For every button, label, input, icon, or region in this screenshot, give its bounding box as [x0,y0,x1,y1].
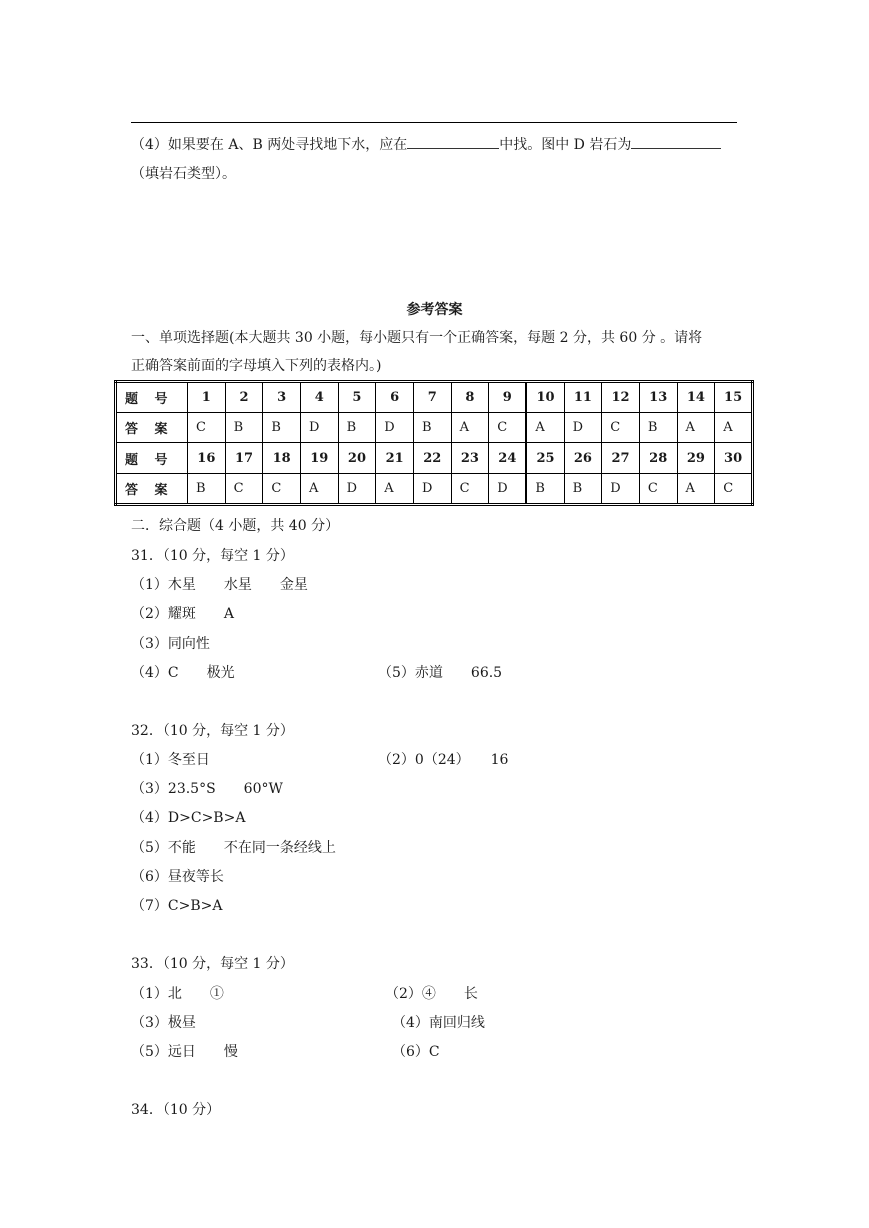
q31-heading: 31．（10 分，每空 1 分） [131,548,294,564]
q4-text-a: （4）如果要在 A、B 两处寻找地下水，应在 [131,137,408,153]
number-cell: 19 [300,443,338,473]
answer-cell: A [677,473,715,504]
answer-cell: A [677,413,715,443]
number-cell: 9 [489,382,527,413]
answer-cell: A [300,473,338,504]
number-cell: 6 [376,382,414,413]
number-cell: 17 [225,443,263,473]
number-cell: 22 [413,443,451,473]
answer-cell: B [526,473,564,504]
number-cell: 4 [300,382,338,413]
number-cell: 24 [489,443,527,473]
answer-cell: B [225,413,263,443]
answer-cell: A [715,413,753,443]
number-cell: 28 [639,443,677,473]
number-cell: 27 [602,443,640,473]
number-cell: 10 [526,382,564,413]
answer-label-cell: 答 案 [116,473,188,504]
number-cell: 16 [188,443,226,473]
section1-line2: 正确答案前面的字母填入下列的表格内。) [131,358,382,374]
answer-cell: C [602,413,640,443]
table-row-numbers-1 [116,382,753,413]
answer-cell: C [715,473,753,504]
answer-cell: B [263,413,301,443]
number-cell: 21 [376,443,414,473]
section2-heading: 二．综合题（4 小题，共 40 分） [131,518,340,534]
q4-text-b: 中找。图中 D 岩石为 [499,137,632,153]
q32-answer-3: （3）23.5°S 60°W [131,781,283,797]
q33-answer-3: （3）极昼 [131,1015,196,1031]
number-cell: 8 [451,382,489,413]
number-cell: 18 [263,443,301,473]
answer-cell: D [413,473,451,504]
answer-cell: D [564,413,602,443]
answer-cell: B [639,413,677,443]
q31-answer-5: （5）赤道 66.5 [378,665,503,681]
table-row-answers-2 [116,473,753,504]
answer-cell: C [451,473,489,504]
q32-answer-4: （4）D>C>B>A [131,810,246,826]
table-row-numbers-2 [116,443,753,473]
answer-cell: C [225,473,263,504]
number-cell: 12 [602,382,640,413]
q34-heading: 34．（10 分） [131,1102,221,1118]
answer-cell: A [451,413,489,443]
answer-cell: D [376,413,414,443]
top-divider-line [131,122,737,123]
q32-answer-2: （2）0（24） 16 [378,752,509,768]
number-cell: 5 [338,382,376,413]
header-label-cell: 题 号 [116,382,188,413]
q31-answer-4: （4）C 极光 [131,665,235,681]
number-cell: 11 [564,382,602,413]
number-cell: 20 [338,443,376,473]
number-cell: 15 [715,382,753,413]
number-cell: 1 [188,382,226,413]
number-cell: 29 [677,443,715,473]
header-label-cell: 题 号 [116,443,188,473]
q4-line2: （填岩石类型）。 [131,166,236,182]
answer-cell: C [263,473,301,504]
q4-blank-1 [407,134,499,149]
answer-cell: B [338,413,376,443]
number-cell: 23 [451,443,489,473]
q33-answer-4: （4）南回归线 [392,1015,485,1031]
q33-answer-5: （5）远日 慢 [131,1044,238,1060]
q31-answer-1: （1）木星 水星 金星 [131,577,308,593]
q32-answer-7: （7）C>B>A [131,898,223,914]
number-cell: 7 [413,382,451,413]
answer-cell: D [338,473,376,504]
answer-cell: C [188,413,226,443]
answer-cell: C [489,413,527,443]
number-cell: 3 [263,382,301,413]
answer-cell: B [188,473,226,504]
answer-cell: B [413,413,451,443]
answer-cell: D [300,413,338,443]
answer-cell: D [489,473,527,504]
number-cell: 30 [715,443,753,473]
number-cell: 14 [677,382,715,413]
q32-answer-5: （5）不能 不在同一条经线上 [131,840,336,856]
number-cell: 13 [639,382,677,413]
number-cell: 26 [564,443,602,473]
answer-cell: C [639,473,677,504]
q33-answer-1: （1）北 ① [131,986,224,1002]
q33-answer-2: （2）④ 长 [385,986,478,1002]
q32-answer-1: （1）冬至日 [131,752,210,768]
section1-line1: 一、单项选择题(本大题共 30 小题，每小题只有一个正确答案，每题 2 分，共 60 分 。请将 [131,330,703,346]
table-row-answers-1 [116,413,753,443]
answer-label-cell: 答 案 [116,413,188,443]
q33-answer-6: （6）C [392,1044,440,1060]
number-cell: 25 [526,443,564,473]
q32-heading: 32．（10 分，每空 1 分） [131,723,294,739]
answer-cell: D [602,473,640,504]
answers-title: 参考答案 [406,302,463,318]
q32-answer-6: （6）昼夜等长 [131,869,224,885]
answer-cell: B [564,473,602,504]
number-cell: 2 [225,382,263,413]
answer-table [114,380,754,506]
q31-answer-2: （2）耀斑 A [131,606,235,622]
answer-cell: A [376,473,414,504]
answer-cell: A [526,413,564,443]
q31-answer-3: （3）同向性 [131,636,210,652]
q33-heading: 33．（10 分，每空 1 分） [131,956,294,972]
q4-line1 [131,134,721,155]
q4-blank-2 [631,134,721,149]
